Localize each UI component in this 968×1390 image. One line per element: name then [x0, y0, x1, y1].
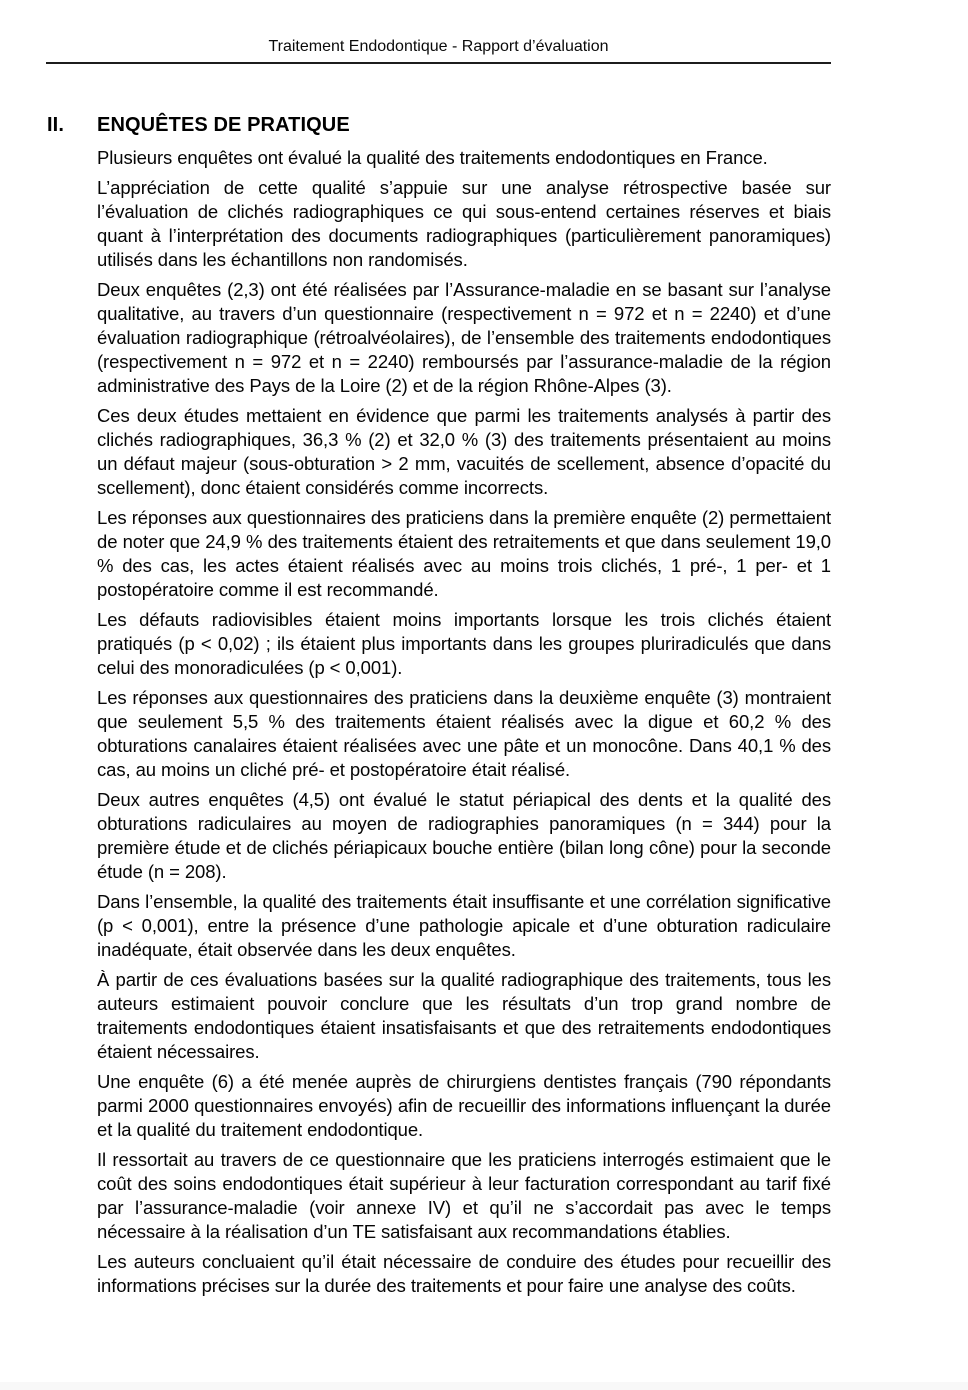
paragraph: L’appréciation de cette qualité s’appuie sur une analyse rétrospective basée sur l’évaluation de clichés radiographiques ce qui sous-entend certaines réserves et biais quant à l’interprétation des documents radiographiques (particulièrement panoramiques) utilisés dans les échantillons non randomisés. — [97, 177, 831, 270]
paragraph: Une enquête (6) a été menée auprès de chirurgiens dentistes français (790 répondants parmi 2000 questionnaires envoyés) afin de recueillir des informations influençant la durée et la qualité du traitement endodontique. — [97, 1071, 831, 1140]
running-header-title: Traitement Endodontique - Rapport d’évaluation — [268, 38, 609, 55]
paragraph: Les auteurs concluaient qu’il était nécessaire de conduire des études pour recueillir des informations précises sur la durée des traitements et pour faire une analyse des coûts. — [97, 1251, 831, 1296]
paragraph: Il ressortait au travers de ce questionnaire que les praticiens interrogés estimaient que le coût des soins endodontiques était supérieur à leur facturation correspondant au tarif fixé par l’assurance-maladie (voir annexe IV) et qu’il ne s’accordait pas avec le temps nécessaire à la réalisation d’un TE satisfaisant aux recommandations établies. — [97, 1149, 831, 1242]
header-rule — [46, 62, 831, 64]
paragraph: Ces deux études mettaient en évidence que parmi les traitements analysés à partir des clichés radiographiques, 36,3 % (2) et 32,0 % (3) des traitements présentaient au moins un défaut majeur (sous-obturation > 2 mm, vacuités de scellement, absence d’opacité du scellement), donc étaient considérés comme incorrects. — [97, 405, 831, 498]
paragraph: Les réponses aux questionnaires des praticiens dans la première enquête (2) permettaient de noter que 24,9 % des traitements étaient des retraitements et que dans seulement 19,0 % des cas, les actes étaient réalisés avec au moins trois clichés, 1 pré-, 1 per- et 1 postopératoire comme il est recommandé. — [97, 507, 831, 600]
section-number: II. — [47, 114, 64, 136]
paragraph: Dans l’ensemble, la qualité des traitements était insuffisante et une corrélation significative (p < 0,001), entre la présence d’une pathologie apicale et d’une obturation radiculaire inadéquate, était observée dans les deux enquêtes. — [97, 891, 831, 960]
paragraph: Les défauts radiovisibles étaient moins importants lorsque les trois clichés étaient pratiqués (p < 0,02) ; ils étaient plus importants dans les groupes pluriradiculés que dans celui des monoradiculées (p < 0,001). — [97, 609, 831, 678]
document-body — [97, 146, 831, 1304]
paragraph: Plusieurs enquêtes ont évalué la qualité des traitements endodontiques en France. — [97, 147, 768, 168]
section-title: ENQUÊTES DE PRATIQUE — [97, 114, 350, 136]
paragraph: Deux autres enquêtes (4,5) ont évalué le statut périapical des dents et la qualité des obturations radiculaires au moyen de radiographies panoramiques (n = 344) pour la première étude et de clichés périapicaux bouche entière (bilan long cône) pour la seconde étude (n = 208). — [97, 789, 831, 882]
section-heading — [47, 114, 350, 137]
paragraph: À partir de ces évaluations basées sur la qualité radiographique des traitements, tous les auteurs estimaient pouvoir conclure que les résultats d’un trop grand nombre de traitements endodontiques étaient insatisfaisants et que des retraitements endodontiques étaient nécessaires. — [97, 969, 831, 1062]
page-bottom-edge — [0, 1382, 968, 1390]
paragraph: Les réponses aux questionnaires des praticiens dans la deuxième enquête (3) montraient que seulement 5,5 % des traitements étaient réalisés avec la digue et 60,2 % des obturations canalaires étaient réalisées avec une pâte et un monocône. Dans 40,1 % des cas, au moins un cliché pré- et postopératoire était réalisé. — [97, 687, 831, 780]
paragraph: Deux enquêtes (2,3) ont été réalisées par l’Assurance-maladie en se basant sur l’analyse qualitative, au travers d’un questionnaire (respectivement n = 972 et n = 2240) et d’une évaluation radiographique (rétroalvéolaires), de l’ensemble des traitements endodontiques (respectivement n = 972 et n = 2240) remboursés par l’assurance-maladie de la région administrative des Pays de la Loire (2) et de la région Rhône-Alpes (3). — [97, 279, 831, 396]
